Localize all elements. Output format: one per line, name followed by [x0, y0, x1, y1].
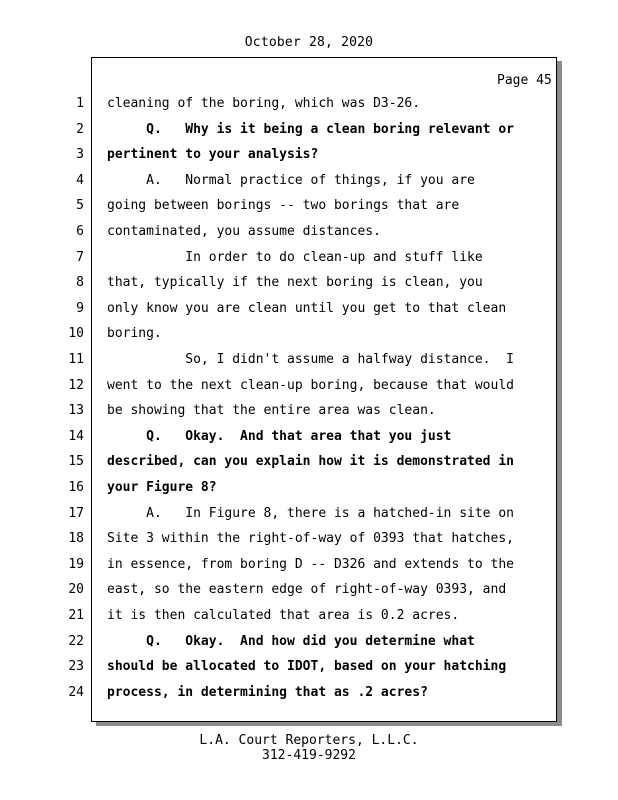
line-number: 4	[76, 172, 84, 188]
line-number: 5	[76, 198, 84, 214]
transcript-line: process, in determining that as .2 acres?	[107, 684, 428, 700]
transcript-line: boring.	[107, 326, 162, 342]
page-number: Page 45	[497, 73, 552, 88]
transcript-line: contaminated, you assume distances.	[107, 224, 381, 239]
line-number: 14	[68, 428, 84, 444]
transcript-line: in essence, from boring D -- D326 and extends to the	[107, 556, 514, 572]
line-number: 6	[76, 224, 84, 239]
line-number: 20	[68, 582, 84, 598]
line-number: 22	[68, 633, 84, 649]
line-number: 1	[76, 96, 84, 111]
transcript-line: be showing that the entire area was clean.	[107, 403, 436, 419]
transcript-line: described, can you explain how it is demonstrated in	[107, 454, 514, 470]
transcript-line: Q. Okay. And how did you determine what	[107, 633, 475, 649]
line-number: 11	[68, 352, 84, 367]
line-number: 13	[68, 403, 84, 419]
transcript-line: cleaning of the boring, which was D3-26.	[107, 96, 421, 111]
transcript-line: should be allocated to IDOT, based on your hatching	[107, 659, 507, 675]
transcript-line: your Figure 8?	[107, 480, 217, 495]
line-number: 24	[68, 684, 84, 700]
line-number: 18	[68, 531, 84, 547]
transcript-line: A. Normal practice of things, if you are	[107, 172, 475, 188]
line-number: 19	[68, 556, 84, 572]
transcript-line: A. In Figure 8, there is a hatched-in site on	[107, 505, 514, 521]
line-number: 21	[68, 608, 84, 623]
line-number: 2	[76, 121, 84, 137]
transcript-line: east, so the eastern edge of right-of-way 0393, and	[107, 582, 507, 598]
transcript-line: went to the next clean-up boring, because that would	[107, 377, 514, 393]
line-number: 17	[68, 505, 84, 521]
transcript-line: going between borings -- two borings that are	[107, 198, 460, 214]
footer-company: L.A. Court Reporters, L.L.C.	[199, 733, 419, 748]
transcript-line: only know you are clean until you get to that clean	[107, 300, 507, 316]
line-number: 9	[76, 300, 84, 316]
line-number: 8	[76, 275, 84, 291]
line-number: 10	[68, 326, 84, 342]
line-number: 15	[68, 454, 84, 470]
header-date: October 28, 2020	[244, 35, 374, 50]
line-number: 3	[76, 147, 84, 163]
transcript-line: pertinent to your analysis?	[107, 147, 319, 163]
transcript-line: Q. Why is it being a clean boring relevant or	[107, 121, 514, 137]
transcript-line: Q. Okay. And that area that you just	[107, 428, 452, 444]
transcript-line: that, typically if the next boring is clean, you	[107, 275, 483, 291]
transcript-line: it is then calculated that area is 0.2 acres.	[107, 608, 460, 623]
transcript-line: So, I didn't assume a halfway distance. I	[107, 352, 514, 367]
line-number: 12	[68, 377, 84, 393]
transcript-line: Site 3 within the right-of-way of 0393 that hatches,	[107, 531, 514, 547]
line-number: 23	[68, 659, 84, 675]
transcript-line: In order to do clean-up and stuff like	[107, 249, 483, 265]
line-number: 7	[76, 249, 84, 265]
footer-phone: 312-419-9292	[262, 748, 356, 763]
line-number: 16	[68, 480, 84, 495]
